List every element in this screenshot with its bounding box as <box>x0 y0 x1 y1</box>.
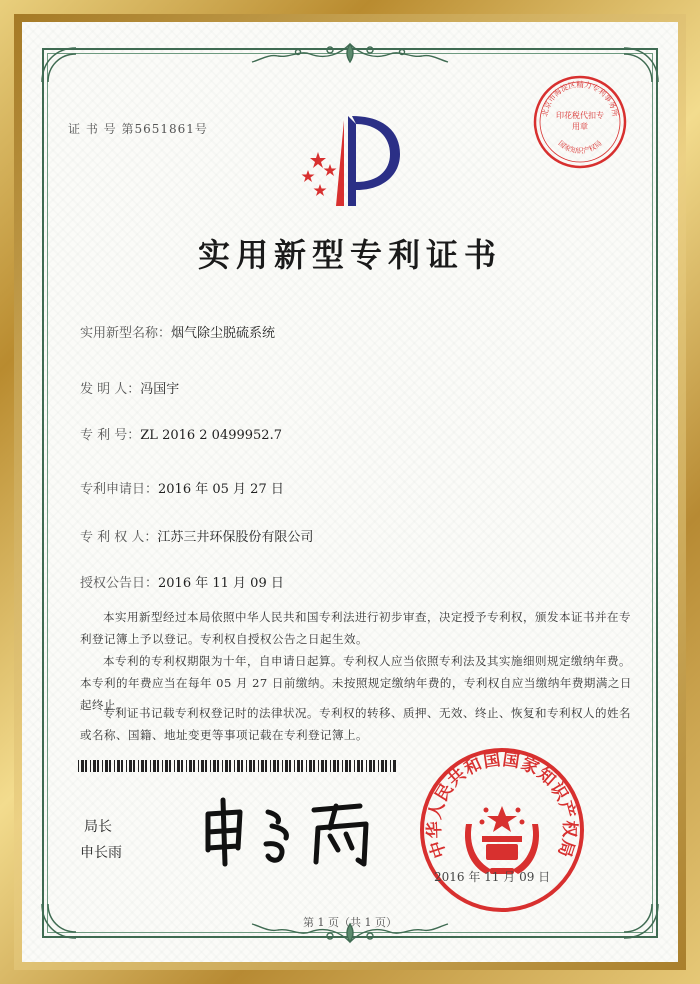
barcode-bar <box>114 760 115 772</box>
barcode-bar <box>90 760 91 772</box>
barcode-bar <box>177 760 180 772</box>
field-grant-date <box>80 572 284 591</box>
barcode-bar <box>369 760 372 772</box>
barcode-bar <box>138 760 139 772</box>
certificate-title: 实用新型专利证书 <box>197 236 502 274</box>
small-seal-center-text: 印花税代扣专用章 <box>556 111 604 131</box>
barcode-bar <box>126 760 127 772</box>
field-application-date <box>80 478 284 497</box>
barcode-bar <box>313 760 315 772</box>
barcode-bar <box>349 760 351 772</box>
tax-stamp-seal-icon <box>530 72 630 172</box>
barcode-bar <box>117 760 120 772</box>
svg-text:国家知识产权局 <box>557 139 604 156</box>
barcode-bar <box>366 760 367 772</box>
barcode-bar <box>97 760 99 772</box>
barcode-bar <box>109 760 111 772</box>
certificate-paper <box>22 22 678 962</box>
barcode-bar <box>325 760 327 772</box>
barcode-bar <box>265 760 267 772</box>
body-paragraph: 本实用新型经过本局依照中华人民共和国专利法进行初步审查，决定授予专利权，颁发本证书并在专利登记簿上予以登记。专利权自授权公告之日起生效。 <box>80 610 631 646</box>
barcode-bar <box>378 760 379 772</box>
barcode-bar <box>145 760 147 772</box>
barcode-bar <box>102 760 103 772</box>
barcode-bar <box>249 760 252 772</box>
barcode-bar <box>381 760 384 772</box>
barcode-bar <box>85 760 87 772</box>
barcode-bar <box>193 760 195 772</box>
barcode-bar <box>390 760 391 772</box>
barcode-bar <box>285 760 288 772</box>
field-patentee <box>80 526 313 545</box>
barcode-bar <box>121 760 123 772</box>
barcode-bar <box>81 760 84 772</box>
barcode-bar <box>337 760 339 772</box>
barcode-bar <box>169 760 171 772</box>
barcode-bar <box>153 760 156 772</box>
barcode-bar <box>213 760 216 772</box>
barcode-bar <box>229 760 231 772</box>
barcode-bar <box>105 760 108 772</box>
body-paragraph: 专利证书记载专利权登记时的法律状况。专利权的转移、质押、无效、终止、恢复和专利权人的姓名或名称、国籍、地址变更等事项记载在专利登记簿上。 <box>80 706 631 742</box>
official-seal-icon <box>416 744 588 916</box>
barcode-bar <box>241 760 243 772</box>
barcode-bar <box>129 760 132 772</box>
barcode-bar <box>150 760 151 772</box>
barcode-bar <box>181 760 183 772</box>
field-value: 烟气除尘脱硫系统 <box>171 326 276 341</box>
barcode-bar <box>318 760 319 772</box>
barcode-bar <box>141 760 144 772</box>
small-seal-text: 北京市海淀区精力专利事务所 <box>540 79 620 118</box>
barcode-bar <box>261 760 264 772</box>
field-inventor <box>80 378 179 397</box>
signature-name: 申长雨 <box>80 845 122 861</box>
barcode-bar <box>162 760 163 772</box>
barcode-bar <box>373 760 375 772</box>
barcode-bar <box>333 760 336 772</box>
field-label: 实用新型名称： <box>80 326 172 341</box>
barcode-bar <box>309 760 312 772</box>
field-value: 江苏三井环保股份有限公司 <box>157 530 314 545</box>
field-label: 发 明 人： <box>80 382 141 397</box>
signature-title: 局长 <box>84 819 112 835</box>
handwritten-signature <box>190 792 410 872</box>
barcode-bar <box>78 760 79 772</box>
barcode-bar <box>301 760 303 772</box>
barcode <box>78 760 396 772</box>
barcode-bar <box>225 760 228 772</box>
barcode-bar <box>174 760 175 772</box>
barcode-bar <box>297 760 300 772</box>
body-paragraph: 本专利的专利权期限为十年，自申请日起算。专利权人应当依照专利法及其实施细则规定缴纳年费。本专利的年费应当在每年 05 月 27 日前缴纳。未按照规定缴纳年费的，专利权自应当缴纳年费期满之日起终止。 <box>80 654 632 712</box>
field-label: 专 利 权 人： <box>80 530 158 545</box>
barcode-bar <box>189 760 192 772</box>
barcode-bar <box>217 760 219 772</box>
barcode-bar <box>165 760 168 772</box>
barcode-bar <box>342 760 343 772</box>
barcode-bar <box>222 760 223 772</box>
barcode-bar <box>246 760 247 772</box>
corner-ornament-icon <box>38 44 80 86</box>
barcode-bar <box>157 760 159 772</box>
barcode-bar <box>253 760 255 772</box>
field-label: 专 利 号： <box>80 428 141 443</box>
barcode-bar <box>258 760 259 772</box>
barcode-bar <box>210 760 211 772</box>
barcode-bar <box>282 760 283 772</box>
barcode-bar <box>186 760 187 772</box>
barcode-bar <box>277 760 279 772</box>
barcode-bar <box>393 760 396 772</box>
barcode-bar <box>273 760 276 772</box>
field-value: 2016 年 11 月 09 日 <box>158 576 284 591</box>
field-value: 冯国宇 <box>140 382 180 397</box>
top-ornament-icon <box>250 40 450 66</box>
barcode-bar <box>270 760 271 772</box>
barcode-bar <box>321 760 324 772</box>
field-patent-number <box>80 424 282 443</box>
field-utility-model-name <box>80 322 275 341</box>
field-label: 专利申请日： <box>80 482 159 497</box>
barcode-bar <box>289 760 291 772</box>
barcode-bar <box>345 760 348 772</box>
barcode-bar <box>205 760 207 772</box>
field-value: 2016 年 05 月 27 日 <box>158 482 284 497</box>
barcode-bar <box>237 760 240 772</box>
seal-date: 2016 年 11 月 09 日 <box>434 870 551 884</box>
barcode-bar <box>294 760 295 772</box>
barcode-bar <box>357 760 360 772</box>
seal-text: 中华人民共和国国家知识产权局 <box>424 749 580 861</box>
barcode-bar <box>93 760 96 772</box>
barcode-bar <box>330 760 331 772</box>
barcode-bar <box>198 760 199 772</box>
small-seal-bottom-text: 国家知识产权局 <box>556 139 604 156</box>
barcode-bar <box>201 760 204 772</box>
certificate-number: 证 书 号 第5651861号 <box>68 122 208 136</box>
patent-office-logo-icon <box>296 110 406 210</box>
barcode-bar <box>306 760 307 772</box>
barcode-bar <box>385 760 387 772</box>
field-value: ZL 2016 2 0499952.7 <box>140 428 282 443</box>
barcode-bar <box>133 760 135 772</box>
barcode-bar <box>234 760 235 772</box>
field-label: 授权公告日： <box>80 576 159 591</box>
page-info: 第 1 页（共 1 页） <box>303 916 397 929</box>
barcode-bar <box>354 760 355 772</box>
barcode-bar <box>361 760 363 772</box>
